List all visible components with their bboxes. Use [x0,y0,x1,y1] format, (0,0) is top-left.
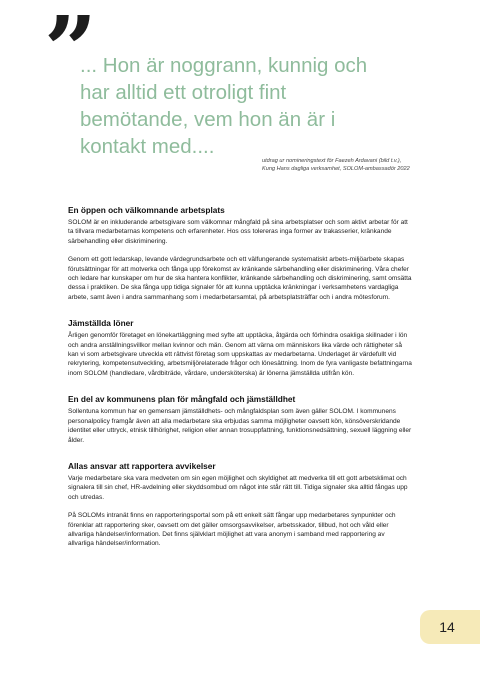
paragraph: Varje medarbetare ska vara medveten om sin egen möjlighet och skyldighet att medverka till ett gott arbetsklimat och signalera till sin chef, HR-avdelning eller skyddsombud om något inte står rätt till. Tidiga signaler ska alltid fångas upp och utredas. [68,474,408,501]
section-heading: En del av kommunens plan för mångfald och jämställdhet [68,394,296,405]
section-heading: Allas ansvar att rapportera avvikelser [68,460,216,471]
body-content [68,205,412,558]
paragraph: Sollentuna kommun har en gemensam jämställdhets- och mångfaldsplan som även gäller SOLOM. I kommunens personalpolicy framgår även att alla medarbetare ska erbjudas samma möjligheter oavsett kön, könsöverskridande identitet eller uttryck, etnisk tillhörighet, religion eller annan trosuppfattning, funktionsnedsättning, sexuell läggning eller ålder. [68,408,412,444]
quote-source-line1: utdrag ur nomineringstext för Faezeh Ardavani (bild t.v.), [262,158,402,164]
paragraph: Årligen genomför företaget en lönekartläggning med syfte att upptäcka, åtgärda och förhindra osakliga skillnader i lön och andra anställningsvillkor mellan kvinnor och män. Genom att värna om människors lika värde och rättigheter så kan vi som arbetsgivare utveckla ett rättvist företag som uppskattas av medarbetarna. Underlaget är värdefullt vid rekrytering, kompetensutveckling, arbetsmiljörelaterade frågor och lönesättning. Inom de fyra vanligaste befattningarna inom SOLOM (handledare, vårdbiträde, vårdare, undersköterska) är lönerna jämställda utifrån kön. [68,332,412,377]
pull-quote: ... Hon är noggrann, kunnig och har alltid ett otroligt fint bemötande, vem hon än är i kontakt med.... [80,54,368,158]
paragraph: På SOLOMs intranät finns en rapporteringsportal som på ett enkelt sätt fångar upp medarbetares synpunkter och förenklar att rapportering sker, oavsett om det gäller omsorgsavvikelser, arbetsskador, tillbud, hot och våld eller allvarliga händelser/information. Det finns självklart möjlighet att vara anonym i samband med rapportering av allvarliga händelser/information. [68,512,396,548]
quote-source [262,158,462,173]
page-number: 14 [420,610,480,644]
section-heading: En öppen och välkomnande arbetsplats [68,205,225,215]
quote-mark: ” [44,0,91,104]
paragraph: SOLOM är en inkluderande arbetsgivare som välkomnar mångfald på sina arbetsplatser och som aktivt arbetar för att ta tillvara medarbetarnas kompetens och erfarenheter. Hos oss tolereras inga former av trakasserier, kränkande särbehandling eller diskriminering. [68,219,408,245]
section-heading: Jämställda löner [68,318,134,329]
quote-source-line2: Kung Hans dagliga verksamhet, SOLOM-ambassadör 2022 [262,165,410,172]
paragraph: Genom ett gott ledarskap, levande värdegrundsarbete och ett välfungerande systematiskt arbets-miljöarbete skapas förutsättningar för att motverka och fånga upp förekomst av kränkande särbehandling eller diskriminering. Våra chefer och ledare har kunskaper om hur de ska hantera konflikter, kränkande särbehandling och diskriminering, samt omsätta dessa i praktiken. De ska fånga upp tidiga signaler för att kunna upptäcka kränkningar i verksamhetens vardagliga arbete, samt även i andra sammanhang som i medarbetarsamtal, på arbetsplatsträffar och i andra mötesforum. [68,256,412,301]
